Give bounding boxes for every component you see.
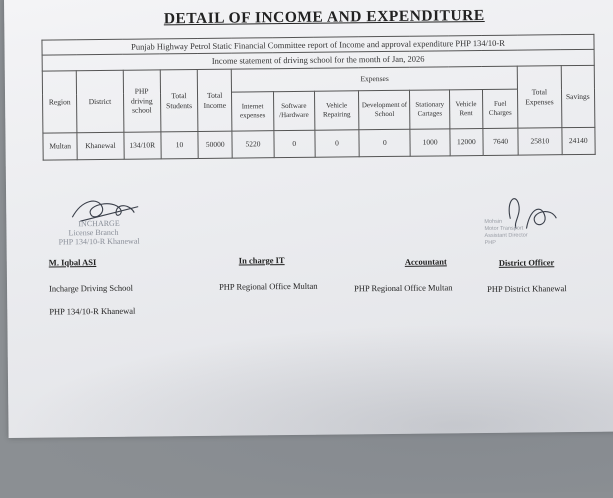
signatory-2-role: In charge IT [238, 255, 285, 266]
table-row [43, 127, 595, 160]
header-vehicle-rent: Vehicle Rent [449, 89, 483, 128]
stamp-left-line2: License Branch [68, 228, 119, 238]
page-title: DETAIL OF INCOME AND EXPENDITURE [163, 6, 485, 28]
header-total-expenses: Total Expenses [517, 66, 561, 128]
header-total-income: Total Income [197, 69, 232, 131]
cell-savings: 24140 [561, 127, 595, 154]
stamp-right-line3: Assistant Director [484, 232, 528, 240]
cell-php-school: 134/10R [123, 132, 161, 159]
signatory-4-role: District Officer [498, 257, 555, 268]
cell-region: Multan [43, 133, 78, 160]
document-paper [4, 0, 613, 438]
cell-vehicle-repairing: 0 [315, 130, 360, 157]
cell-internet: 5220 [232, 131, 274, 158]
cell-district: Khanewal [77, 132, 124, 159]
header-vehicle-repairing: Vehicle Repairing [314, 91, 359, 130]
signatory-2-line1: PHP Regional Office Multan [218, 280, 318, 292]
header-stationary: Stationary Cartages [410, 90, 450, 129]
stamp-right-line4: PHP [484, 240, 496, 247]
header-region: Region [42, 71, 77, 133]
signatory-1-line1: Incharge Driving School [48, 282, 133, 294]
header-district: District [77, 70, 124, 132]
stamp-left-line3: PHP 134/10-R Khanewal [58, 236, 140, 247]
cell-stationary: 1000 [410, 129, 450, 156]
income-expenditure-table [41, 34, 595, 161]
stamp-left [58, 218, 168, 247]
header-development: Development of School [359, 90, 411, 130]
stamp-left-line1: INCHARGE [78, 218, 120, 229]
statement-heading: Income statement of driving school for the month of Jan, 2026 [42, 49, 594, 71]
stamp-right [484, 218, 584, 248]
header-fuel: Fuel Charges [482, 89, 518, 128]
report-heading: Punjab Highway Petrol Static Financial Committee report of Income and approval expenditure PHP 134/10-R [42, 34, 594, 55]
header-internet: Internet expenses [232, 92, 274, 131]
signatory-1-line2: PHP 134/10-R Khanewal [49, 305, 136, 317]
header-total-students: Total Students [160, 69, 198, 131]
cell-vehicle-rent: 12000 [450, 128, 483, 155]
cell-total-income: 50000 [198, 131, 233, 158]
cell-fuel: 7640 [483, 128, 519, 155]
signatory-4-line1: PHP District Khanewal [487, 283, 567, 294]
header-savings: Savings [561, 65, 595, 127]
cell-software: 0 [273, 130, 315, 157]
cell-total-students: 10 [161, 131, 199, 158]
cell-development: 0 [359, 129, 411, 157]
header-software: Software /Hardware [273, 91, 315, 130]
stamp-right-line1: Mohsin [484, 218, 503, 225]
cell-total-expenses: 25810 [518, 128, 562, 155]
signatory-3-line1: PHP Regional Office Multan [354, 282, 453, 294]
header-php-school: PHP driving school [123, 70, 161, 132]
signatory-3-role: Accountant [404, 256, 447, 267]
header-expenses: Expenses [232, 66, 518, 92]
stamp-right-line2: Motor Transport [484, 225, 524, 233]
signatory-1-role: M. Iqbal ASI [48, 257, 97, 268]
